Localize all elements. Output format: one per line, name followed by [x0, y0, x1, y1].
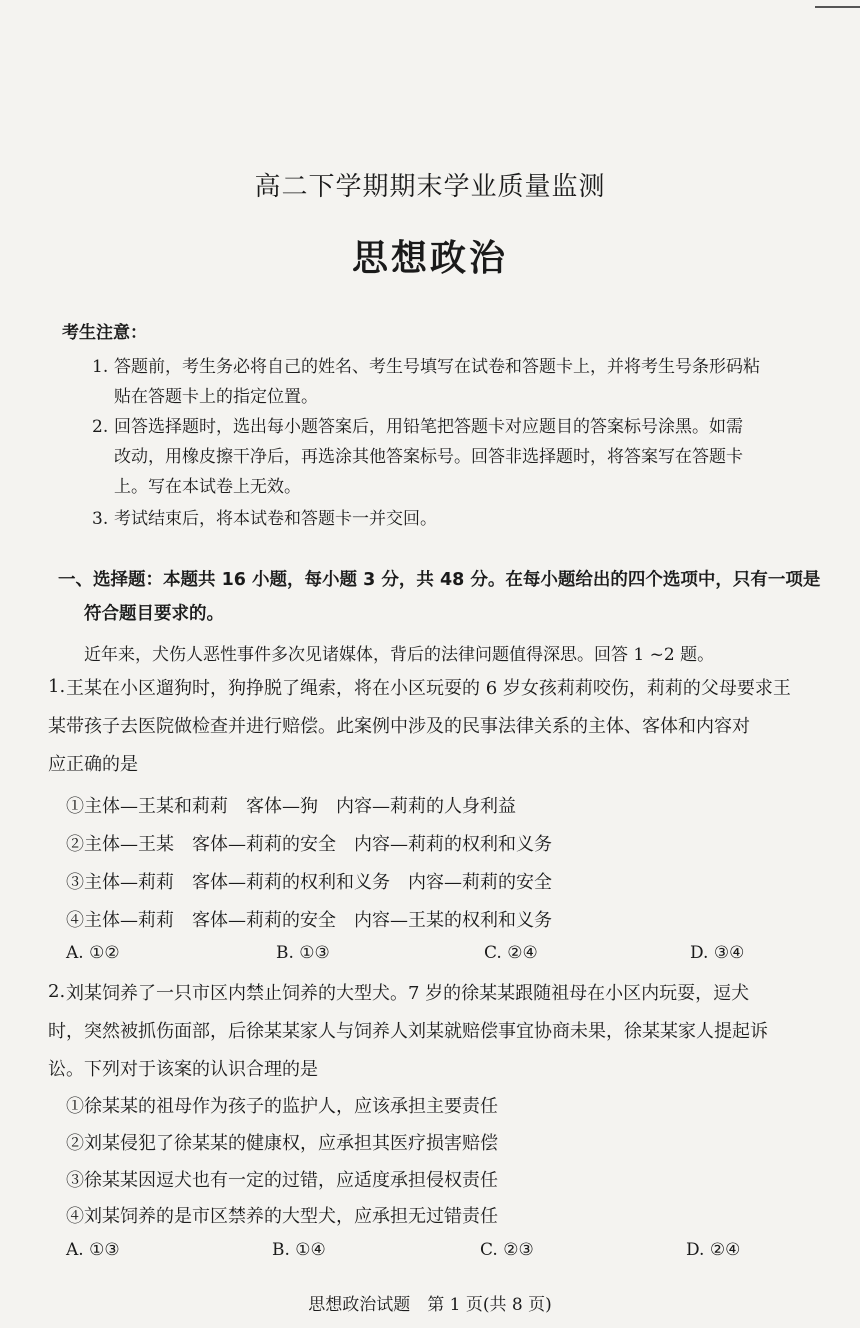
page-footer: 思想政治试题 第 1 页(共 8 页) [308, 1295, 552, 1315]
question-option: ①徐某某的祖母作为孩子的监护人，应该承担主要责任 [66, 1096, 498, 1117]
answer-choice-a: A. ①③ [66, 1240, 120, 1260]
question-stem-line: 刘某饲养了一只市区内禁止饲养的大型犬。7 岁的徐某某跟随祖母在小区内玩耍，逗犬 [66, 983, 750, 1004]
question-number: 1. [48, 676, 66, 697]
notice-line: 考试结束后，将本试卷和答题卡一并交回。 [114, 509, 437, 529]
notice-heading: 考生注意： [62, 323, 147, 343]
question-option: ①主体—王某和莉莉 客体—狗 内容—莉莉的人身利益 [66, 796, 516, 817]
notice-line: 贴在答题卡上的指定位置。 [114, 387, 318, 407]
question-option: ②主体—王某 客体—莉莉的安全 内容—莉莉的权利和义务 [66, 834, 552, 855]
section-intro: 近年来，犬伤人恶性事件多次见诸媒体，背后的法律问题值得深思。回答 1 ~2 题。 [84, 645, 715, 665]
question-number: 2. [48, 981, 66, 1002]
question-option: ②刘某侵犯了徐某某的健康权，应承担其医疗损害赔偿 [66, 1133, 498, 1154]
subject-title: 思想政治 [351, 238, 508, 279]
answer-choice-c: C. ②③ [480, 1240, 534, 1260]
answer-choice-b: B. ①③ [276, 943, 330, 963]
question-stem-line: 讼。下列对于该案的认识合理的是 [48, 1059, 318, 1080]
answer-choice-d: D. ③④ [690, 943, 745, 963]
notice-number: 1. [92, 357, 109, 377]
answer-choice-d: D. ②④ [686, 1240, 741, 1260]
answer-choice-a: A. ①② [66, 943, 120, 963]
section-heading: 一、选择题：本题共 16 小题，每小题 3 分，共 48 分。在每小题给出的四个选项中，只有一项是 [58, 570, 821, 590]
question-stem-line: 王某在小区遛狗时，狗挣脱了绳索，将在小区玩耍的 6 岁女孩莉莉咬伤，莉莉的父母要求王 [66, 678, 791, 699]
scan-edge-mark [815, 6, 860, 8]
exam-title: 高二下学期期末学业质量监测 [254, 172, 606, 202]
question-option: ④主体—莉莉 客体—莉莉的安全 内容—王某的权利和义务 [66, 910, 552, 931]
notice-number: 3. [92, 509, 109, 529]
answer-choice-b: B. ①④ [272, 1240, 326, 1260]
notice-number: 2. [92, 417, 109, 437]
answer-choice-c: C. ②④ [484, 943, 538, 963]
question-stem-line: 某带孩子去医院做检查并进行赔偿。此案例中涉及的民事法律关系的主体、客体和内容对 [48, 716, 750, 737]
question-stem-line: 应正确的是 [48, 754, 138, 775]
notice-line: 上。写在本试卷上无效。 [114, 477, 301, 497]
notice-line: 回答选择题时，选出每小题答案后，用铅笔把答题卡对应题目的答案标号涂黑。如需 [114, 417, 743, 437]
question-option: ③徐某某因逗犬也有一定的过错，应适度承担侵权责任 [66, 1170, 498, 1191]
notice-line: 改动，用橡皮擦干净后，再选涂其他答案标号。回答非选择题时，将答案写在答题卡 [114, 447, 743, 467]
question-option: ③主体—莉莉 客体—莉莉的权利和义务 内容—莉莉的安全 [66, 872, 552, 893]
question-option: ④刘某饲养的是市区禁养的大型犬，应承担无过错责任 [66, 1206, 498, 1227]
notice-line: 答题前，考生务必将自己的姓名、考生号填写在试卷和答题卡上，并将考生号条形码粘 [114, 357, 760, 377]
section-heading-cont: 符合题目要求的。 [84, 604, 224, 624]
question-stem-line: 时，突然被抓伤面部，后徐某某家人与饲养人刘某就赔偿事宜协商未果，徐某某家人提起诉 [48, 1021, 768, 1042]
